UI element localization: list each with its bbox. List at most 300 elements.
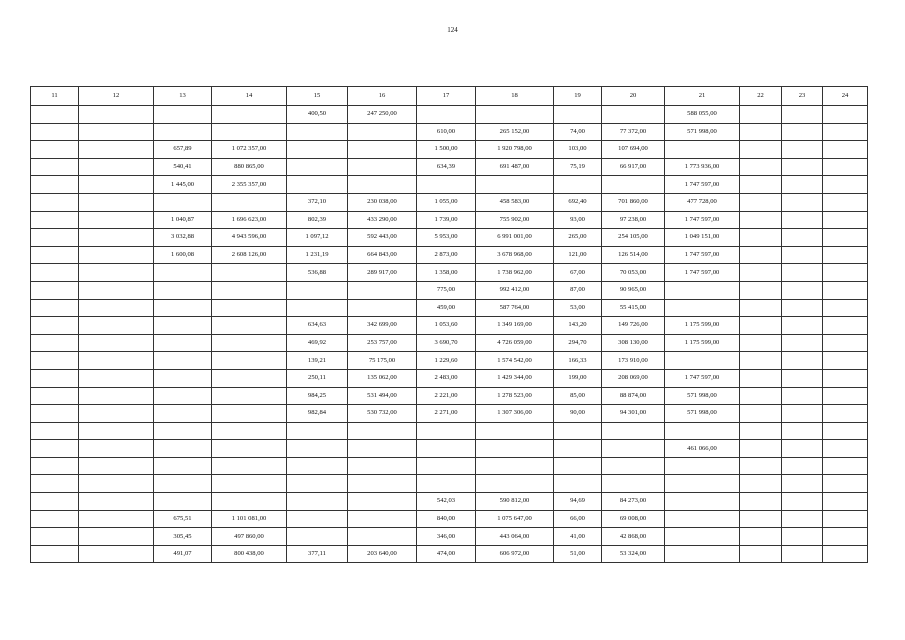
table-cell (287, 528, 348, 546)
table-cell (823, 229, 868, 247)
table-cell: 55 415,00 (602, 299, 665, 317)
table-cell (782, 193, 823, 211)
table-cell (823, 475, 868, 493)
table-cell (476, 422, 554, 440)
table-cell: 542,03 (417, 493, 476, 511)
table-row (31, 158, 868, 176)
table-cell: 42 868,00 (602, 528, 665, 546)
table-cell (348, 281, 417, 299)
table-cell (31, 246, 79, 264)
table-cell (823, 211, 868, 229)
table-cell (79, 422, 154, 440)
table-cell (740, 299, 782, 317)
table-cell (287, 176, 348, 194)
table-row (31, 106, 868, 124)
table-cell (782, 545, 823, 563)
table-cell: 1 307 306,00 (476, 405, 554, 423)
table-cell: 634,63 (287, 317, 348, 335)
table-cell: 3 690,70 (417, 334, 476, 352)
table-cell: 84 273,00 (602, 493, 665, 511)
table-cell: 634,39 (417, 158, 476, 176)
table-cell (602, 106, 665, 124)
table-cell (823, 299, 868, 317)
table-cell (212, 334, 287, 352)
table-cell (348, 422, 417, 440)
table-cell: 247 250,00 (348, 106, 417, 124)
table-cell (79, 545, 154, 563)
table-cell (823, 440, 868, 458)
table-cell (782, 475, 823, 493)
table-cell (31, 369, 79, 387)
table-cell (782, 369, 823, 387)
table-cell (782, 317, 823, 335)
table-cell: 53,00 (554, 299, 602, 317)
table-cell (740, 246, 782, 264)
table-cell (782, 457, 823, 475)
table-cell: 66,00 (554, 510, 602, 528)
column-header: 24 (823, 87, 868, 106)
table-cell (665, 545, 740, 563)
table-cell (417, 106, 476, 124)
table-cell: 4 943 596,00 (212, 229, 287, 247)
table-cell (154, 405, 212, 423)
table-cell: 571 998,00 (665, 123, 740, 141)
table-cell (154, 334, 212, 352)
table-cell (740, 193, 782, 211)
table-cell (740, 106, 782, 124)
table-cell: 377,11 (287, 545, 348, 563)
table-cell (823, 158, 868, 176)
table-cell (740, 440, 782, 458)
table-cell: 265,00 (554, 229, 602, 247)
table-cell: 1 175 599,00 (665, 317, 740, 335)
table-cell: 458 583,00 (476, 193, 554, 211)
table-cell (79, 440, 154, 458)
table-cell: 800 438,00 (212, 545, 287, 563)
table-cell: 305,45 (154, 528, 212, 546)
table-cell (154, 440, 212, 458)
table-cell (348, 158, 417, 176)
table-cell: 1 747 597,00 (665, 246, 740, 264)
table-cell (79, 387, 154, 405)
table-cell: 88 874,00 (602, 387, 665, 405)
table-cell (348, 493, 417, 511)
table-row (31, 457, 868, 475)
table-cell (665, 457, 740, 475)
data-table (30, 86, 868, 563)
table-cell (79, 405, 154, 423)
table-cell (79, 528, 154, 546)
table-cell: 1 358,00 (417, 264, 476, 282)
table-cell (31, 387, 79, 405)
table-cell (554, 422, 602, 440)
column-header: 22 (740, 87, 782, 106)
table-cell (348, 457, 417, 475)
table-cell: 571 998,00 (665, 387, 740, 405)
table-cell: 1 747 597,00 (665, 176, 740, 194)
table-cell (31, 299, 79, 317)
column-header: 18 (476, 87, 554, 106)
table-cell (823, 193, 868, 211)
table-cell: 149 726,00 (602, 317, 665, 335)
table-cell (79, 369, 154, 387)
table-cell: 1 055,00 (417, 193, 476, 211)
table-cell: 571 998,00 (665, 405, 740, 423)
table-cell (212, 193, 287, 211)
table-cell: 755 902,00 (476, 211, 554, 229)
table-cell (665, 352, 740, 370)
table-cell (823, 334, 868, 352)
table-row (31, 545, 868, 563)
table-cell: 3 678 968,00 (476, 246, 554, 264)
table-row (31, 334, 868, 352)
table-cell (31, 229, 79, 247)
table-cell (154, 493, 212, 511)
table-cell (823, 510, 868, 528)
column-header: 23 (782, 87, 823, 106)
table-cell: 802,39 (287, 211, 348, 229)
table-cell (740, 264, 782, 282)
table-cell: 1 075 647,00 (476, 510, 554, 528)
table-row (31, 299, 868, 317)
table-cell (79, 281, 154, 299)
table-cell: 121,00 (554, 246, 602, 264)
table-cell (740, 475, 782, 493)
table-cell (154, 317, 212, 335)
table-cell (823, 176, 868, 194)
table-cell (212, 405, 287, 423)
table-row (31, 141, 868, 159)
table-row (31, 264, 868, 282)
table-cell: 250,11 (287, 369, 348, 387)
table-cell: 982,84 (287, 405, 348, 423)
table-cell (31, 264, 79, 282)
table-cell (348, 440, 417, 458)
table-cell: 1 049 151,00 (665, 229, 740, 247)
table-cell: 497 860,00 (212, 528, 287, 546)
table-cell (665, 528, 740, 546)
table-cell (154, 123, 212, 141)
table-cell (740, 211, 782, 229)
table-cell (154, 299, 212, 317)
table-cell: 372,10 (287, 193, 348, 211)
table-cell: 69 008,00 (602, 510, 665, 528)
table-cell: 94,69 (554, 493, 602, 511)
table-row (31, 193, 868, 211)
table-cell (823, 422, 868, 440)
table-cell: 1 278 523,00 (476, 387, 554, 405)
table-cell (79, 334, 154, 352)
table-cell (417, 457, 476, 475)
table-cell (79, 510, 154, 528)
table-cell: 701 860,00 (602, 193, 665, 211)
column-header: 14 (212, 87, 287, 106)
table-cell (348, 123, 417, 141)
table-cell: 90,00 (554, 405, 602, 423)
table-cell (348, 141, 417, 159)
table-cell: 143,20 (554, 317, 602, 335)
table-cell (31, 317, 79, 335)
table-cell (782, 211, 823, 229)
table-cell (782, 123, 823, 141)
table-cell: 254 105,00 (602, 229, 665, 247)
table-cell (740, 457, 782, 475)
table-cell: 675,51 (154, 510, 212, 528)
table-cell (554, 176, 602, 194)
table-cell: 2 355 357,00 (212, 176, 287, 194)
table-cell (602, 422, 665, 440)
table-cell: 3 032,88 (154, 229, 212, 247)
table-cell: 1 920 798,00 (476, 141, 554, 159)
table-cell (740, 510, 782, 528)
table-row (31, 123, 868, 141)
table-cell: 1 738 962,00 (476, 264, 554, 282)
table-row (31, 211, 868, 229)
table-cell (823, 123, 868, 141)
column-header: 15 (287, 87, 348, 106)
table-cell (79, 211, 154, 229)
table-cell (782, 264, 823, 282)
table-cell (348, 510, 417, 528)
table-cell: 77 372,00 (602, 123, 665, 141)
table-cell: 66 917,00 (602, 158, 665, 176)
table-cell (740, 334, 782, 352)
table-cell (782, 493, 823, 511)
table-cell: 1 739,00 (417, 211, 476, 229)
table-cell (212, 281, 287, 299)
table-cell (212, 457, 287, 475)
table-cell (79, 158, 154, 176)
table-cell: 107 694,00 (602, 141, 665, 159)
table-cell: 992 412,00 (476, 281, 554, 299)
table-cell (740, 281, 782, 299)
table-cell (31, 405, 79, 423)
table-cell (554, 475, 602, 493)
table-cell: 253 757,00 (348, 334, 417, 352)
table-cell (154, 475, 212, 493)
table-cell (417, 176, 476, 194)
table-cell: 433 290,00 (348, 211, 417, 229)
table-row (31, 528, 868, 546)
table-cell (154, 352, 212, 370)
table-cell (782, 528, 823, 546)
table-cell: 230 038,00 (348, 193, 417, 211)
table-cell: 1 773 936,00 (665, 158, 740, 176)
table-cell: 606 972,00 (476, 545, 554, 563)
table-cell (823, 106, 868, 124)
table-cell: 692,40 (554, 193, 602, 211)
table-cell (417, 422, 476, 440)
table-cell: 289 917,00 (348, 264, 417, 282)
table-cell (212, 264, 287, 282)
table-cell (665, 422, 740, 440)
table-cell: 265 152,00 (476, 123, 554, 141)
table-cell (782, 422, 823, 440)
table-cell (740, 493, 782, 511)
table-cell: 1 445,00 (154, 176, 212, 194)
table-cell: 75 175,00 (348, 352, 417, 370)
table-cell (665, 299, 740, 317)
table-cell: 70 053,00 (602, 264, 665, 282)
table-cell (154, 264, 212, 282)
table-cell (417, 475, 476, 493)
table-cell (823, 246, 868, 264)
table-cell (212, 352, 287, 370)
table-cell: 691 487,00 (476, 158, 554, 176)
table-cell (31, 528, 79, 546)
table-row (31, 422, 868, 440)
table-cell: 51,00 (554, 545, 602, 563)
table-cell (79, 457, 154, 475)
table-cell (740, 317, 782, 335)
table-cell: 97 238,00 (602, 211, 665, 229)
table-cell: 94 301,00 (602, 405, 665, 423)
table-cell (823, 141, 868, 159)
table-cell: 1 175 599,00 (665, 334, 740, 352)
table-cell (823, 281, 868, 299)
table-cell (31, 440, 79, 458)
table-cell (782, 299, 823, 317)
table-cell: 2 221,00 (417, 387, 476, 405)
table-cell (348, 176, 417, 194)
table-cell (740, 141, 782, 159)
column-header: 17 (417, 87, 476, 106)
table-cell: 1 231,19 (287, 246, 348, 264)
table-cell (79, 475, 154, 493)
table-cell: 2 608 126,00 (212, 246, 287, 264)
table-cell (476, 440, 554, 458)
table-row (31, 440, 868, 458)
table-cell: 984,25 (287, 387, 348, 405)
table-cell: 90 965,00 (602, 281, 665, 299)
table-cell (31, 493, 79, 511)
table-cell: 1 747 597,00 (665, 211, 740, 229)
table-cell (665, 475, 740, 493)
column-header: 12 (79, 87, 154, 106)
table-cell (476, 457, 554, 475)
table-cell (287, 141, 348, 159)
table-cell (79, 193, 154, 211)
table-cell: 85,00 (554, 387, 602, 405)
table-cell (287, 158, 348, 176)
table-cell: 588 055,00 (665, 106, 740, 124)
table-cell (79, 176, 154, 194)
table-cell: 664 843,00 (348, 246, 417, 264)
table-row (31, 281, 868, 299)
table-cell: 459,00 (417, 299, 476, 317)
header-row (31, 87, 868, 106)
table-cell: 1 574 542,00 (476, 352, 554, 370)
table-cell (287, 281, 348, 299)
table-cell: 536,88 (287, 264, 348, 282)
table-cell: 531 494,00 (348, 387, 417, 405)
table-cell (212, 106, 287, 124)
table-cell (823, 528, 868, 546)
table-cell (782, 141, 823, 159)
table-cell (740, 123, 782, 141)
table-cell (740, 422, 782, 440)
table-cell (31, 193, 79, 211)
table-cell: 4 726 059,00 (476, 334, 554, 352)
table-cell: 530 732,00 (348, 405, 417, 423)
table-cell: 74,00 (554, 123, 602, 141)
table-cell (476, 475, 554, 493)
table-cell (823, 387, 868, 405)
table-cell (740, 229, 782, 247)
table-cell: 103,00 (554, 141, 602, 159)
table-cell (154, 193, 212, 211)
table-cell: 469,92 (287, 334, 348, 352)
table-cell (212, 317, 287, 335)
table-cell: 342 699,00 (348, 317, 417, 335)
table-cell (154, 106, 212, 124)
table-cell (554, 440, 602, 458)
table-cell: 474,00 (417, 545, 476, 563)
table-cell: 590 812,00 (476, 493, 554, 511)
table-cell (212, 475, 287, 493)
table-cell (823, 457, 868, 475)
table-cell: 139,21 (287, 352, 348, 370)
table-cell: 208 069,00 (602, 369, 665, 387)
table-cell (31, 545, 79, 563)
table-cell: 294,70 (554, 334, 602, 352)
table-cell (823, 545, 868, 563)
column-header: 16 (348, 87, 417, 106)
table-cell (782, 387, 823, 405)
table-cell (31, 510, 79, 528)
table-cell: 41,00 (554, 528, 602, 546)
table-cell (287, 422, 348, 440)
table-row (31, 352, 868, 370)
table-cell (665, 493, 740, 511)
table-cell: 2 483,00 (417, 369, 476, 387)
table-cell (782, 176, 823, 194)
table-cell (287, 510, 348, 528)
table-cell (212, 422, 287, 440)
table-cell: 87,00 (554, 281, 602, 299)
column-header: 11 (31, 87, 79, 106)
table-cell: 461 066,00 (665, 440, 740, 458)
table-cell (212, 369, 287, 387)
table-cell (665, 281, 740, 299)
table-cell (31, 123, 79, 141)
table-cell (31, 334, 79, 352)
table-cell (602, 475, 665, 493)
table-cell (31, 475, 79, 493)
table-cell: 2 873,00 (417, 246, 476, 264)
table-cell (823, 317, 868, 335)
table-row (31, 405, 868, 423)
table-cell: 491,07 (154, 545, 212, 563)
table-cell (782, 440, 823, 458)
table-cell: 400,50 (287, 106, 348, 124)
table-cell: 840,00 (417, 510, 476, 528)
table-cell (348, 299, 417, 317)
table-cell (782, 229, 823, 247)
table-cell: 126 514,00 (602, 246, 665, 264)
table-cell: 1 072 357,00 (212, 141, 287, 159)
table-cell (79, 264, 154, 282)
table-cell: 173 910,00 (602, 352, 665, 370)
table-cell: 93,00 (554, 211, 602, 229)
table-cell (31, 106, 79, 124)
table-cell: 6 991 001,00 (476, 229, 554, 247)
table-cell (212, 299, 287, 317)
table-cell (740, 545, 782, 563)
table-cell: 5 953,00 (417, 229, 476, 247)
column-header: 21 (665, 87, 740, 106)
table-cell (476, 106, 554, 124)
